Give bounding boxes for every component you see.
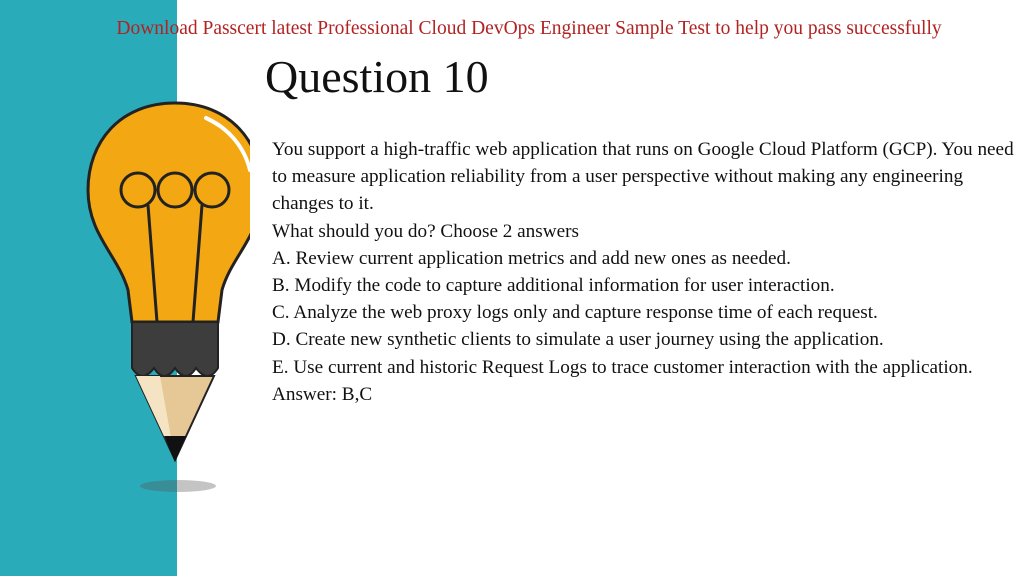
option-c: C. Analyze the web proxy logs only and capture response time of each request. [272, 302, 878, 324]
lightbulb-pencil-icon [60, 100, 250, 500]
question-body [272, 136, 1017, 408]
option-b: B. Modify the code to capture additional information for user interaction. [272, 275, 835, 297]
question-instruction: What should you do? Choose 2 answers [272, 220, 579, 242]
question-text: You support a high-traffic web application that runs on Google Cloud Platform (GCP). You need to measure application reliability from a user perspective without making any engineering changes to it. [272, 139, 1014, 215]
option-d: D. Create new synthetic clients to simulate a user journey using the application. [272, 329, 884, 351]
option-a: A. Review current application metrics and add new ones as needed. [272, 247, 791, 269]
answer-text: Answer: B,C [272, 383, 373, 405]
page-title: Question 10 [265, 51, 489, 102]
banner-text: Download Passcert latest Professional Cloud DevOps Engineer Sample Test to help you pass successfully [116, 18, 942, 39]
option-e: E. Use current and historic Request Logs to trace customer interaction with the application. [272, 356, 973, 378]
